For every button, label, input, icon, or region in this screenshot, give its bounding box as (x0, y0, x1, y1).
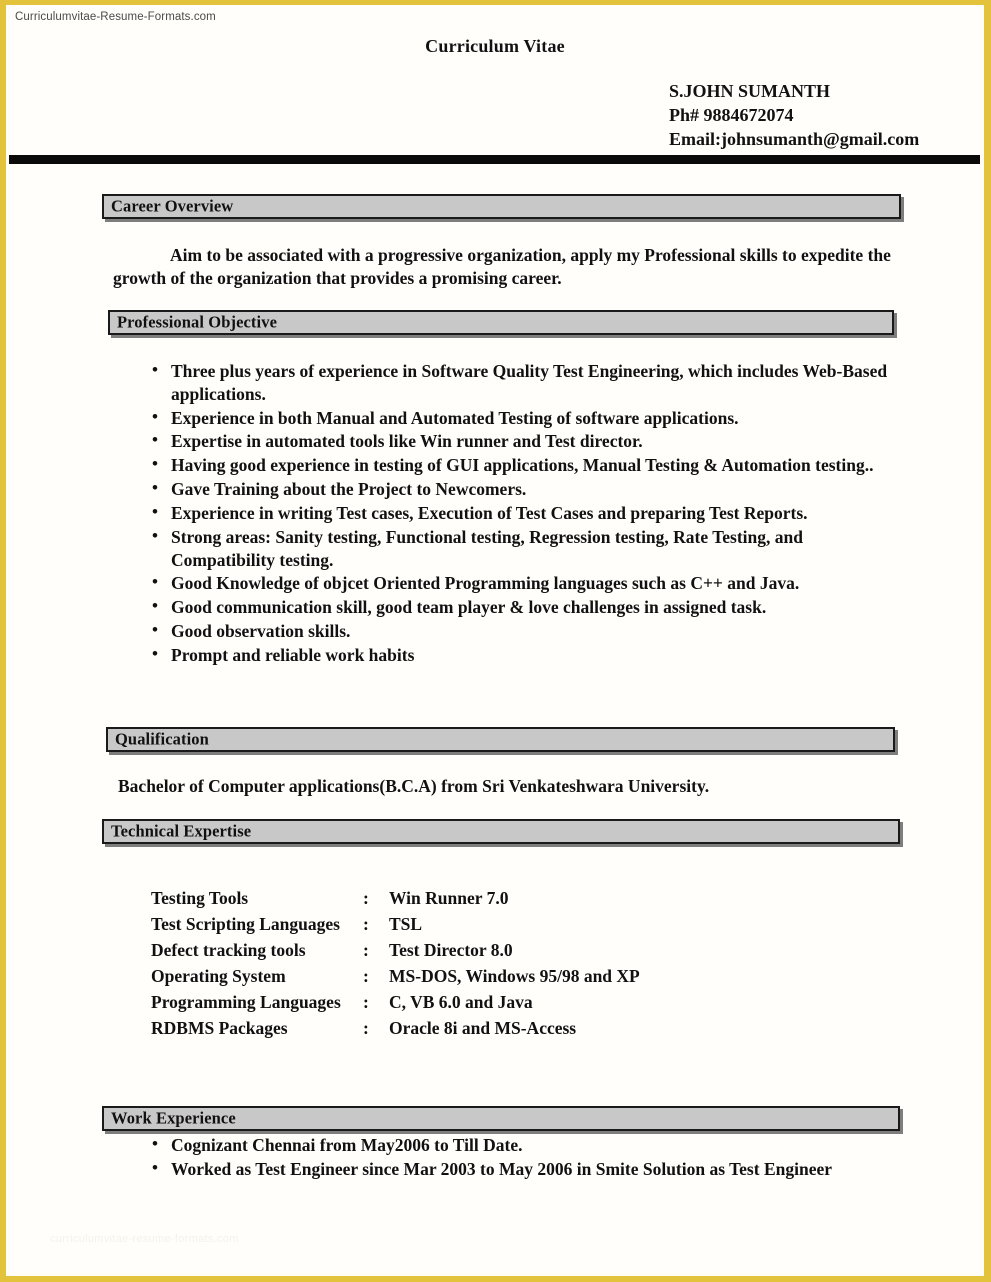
candidate-email: Email:johnsumanth@gmail.com (669, 128, 920, 149)
list-item-text: • Strong areas: Sanity testing, Functional testing, Regression testing, Rate Testing, and Compatibility testing. (171, 526, 803, 570)
list-item-text: • Good communication skill, good team player & love challenges in assigned task. (171, 597, 767, 618)
section-header-qualification (106, 727, 895, 752)
section-header-work-experience (102, 1106, 900, 1131)
technical-expertise-table (151, 887, 640, 1043)
page-title: Curriculum Vitae (425, 36, 565, 56)
list-item (152, 502, 892, 525)
list-item-text: • Good Knowledge of objcet Oriented Programming languages such as C++ and Java. (171, 573, 800, 594)
list-item-text: • Experience in writing Test cases, Execution of Test Cases and preparing Test Reports. (171, 502, 808, 523)
tech-key: RDBMS Packages (151, 1018, 288, 1039)
list-item-text: • Three plus years of experience in Software Quality Test Engineering, which includes Web-Based applications. (171, 361, 888, 404)
list-item-text: • Prompt and reliable work habits (171, 644, 415, 665)
list-item (152, 526, 892, 572)
list-item (152, 572, 892, 595)
tech-separator: : (363, 992, 369, 1013)
list-item-text: • Expertise in automated tools like Win runner and Test director. (171, 431, 643, 452)
section-header-career-overview (102, 194, 901, 219)
table-row (151, 991, 640, 1017)
page-sheet (6, 5, 984, 1276)
list-item (152, 1158, 892, 1181)
list-item (152, 596, 892, 619)
list-item (152, 454, 892, 477)
tech-key: Testing Tools (151, 888, 249, 908)
list-item-text: • Having good experience in testing of GUI applications, Manual Testing & Automation testing.. (171, 455, 874, 476)
list-item (152, 407, 892, 430)
list-item-text: • Experience in both Manual and Automated Testing of software applications. (171, 407, 739, 428)
section-header-technical-expertise (102, 819, 900, 844)
tech-separator: : (363, 888, 369, 908)
tech-key: Test Scripting Languages (151, 914, 340, 935)
tech-key: Operating System (151, 966, 286, 987)
technical-expertise-body (151, 887, 640, 1043)
header-divider-rule (9, 155, 980, 164)
section-header-professional-objective (108, 310, 894, 335)
tech-value: Oracle 8i and MS-Access (389, 1018, 577, 1039)
table-row (151, 965, 640, 991)
list-item (152, 430, 892, 453)
contact-block (669, 80, 919, 151)
list-item (152, 644, 892, 667)
section-header-label: Professional Objective (117, 312, 277, 332)
tech-key: Programming Languages (151, 992, 341, 1013)
tech-separator: : (363, 940, 369, 961)
career-overview-text: Aim to be associated with a progressive organization, apply my Professional skills to expedite the growth of the organization that provides a promising career. (113, 245, 891, 288)
table-row (151, 913, 640, 939)
qualification-text: Bachelor of Computer applications(B.C.A) from Sri Venkateshwara University. (118, 776, 710, 796)
list-item-text: • Worked as Test Engineer since Mar 2003 to May 2006 in Smite Solution as Test Engineer (171, 1158, 832, 1179)
tech-separator: : (363, 914, 369, 935)
tech-value: TSL (389, 914, 423, 935)
tech-key: Defect tracking tools (151, 940, 306, 961)
list-item-text: • Gave Training about the Project to Newcomers. (171, 479, 527, 500)
site-watermark-bottom: curriculumvitae-resume-formats.com (50, 1233, 239, 1245)
list-item (152, 478, 892, 501)
tech-separator: : (363, 1018, 369, 1039)
candidate-name: S.JOHN SUMANTH (669, 81, 831, 101)
section-header-label: Career Overview (111, 196, 234, 216)
list-item-text: • Cognizant Chennai from May2006 to Till Date. (171, 1135, 523, 1155)
list-item (152, 360, 892, 406)
site-watermark-top: Curriculumvitae-Resume-Formats.com (15, 11, 216, 23)
section-header-label: Work Experience (111, 1108, 236, 1128)
table-row (151, 1017, 640, 1043)
tech-value: Test Director 8.0 (389, 940, 513, 961)
work-experience-list (152, 1134, 892, 1182)
section-header-label: Qualification (115, 729, 209, 749)
tech-separator: : (363, 966, 369, 987)
list-item (152, 620, 892, 643)
table-row (151, 887, 640, 913)
list-item-text: • Good observation skills. (171, 621, 351, 642)
tech-value: C, VB 6.0 and Java (389, 992, 533, 1013)
tech-value: MS-DOS, Windows 95/98 and XP (389, 966, 640, 987)
list-item (152, 1134, 892, 1157)
candidate-phone: Ph# 9884672074 (669, 104, 794, 125)
table-row (151, 939, 640, 965)
professional-objective-list (152, 360, 892, 668)
tech-value: Win Runner 7.0 (389, 888, 509, 908)
section-header-label: Technical Expertise (111, 821, 252, 841)
